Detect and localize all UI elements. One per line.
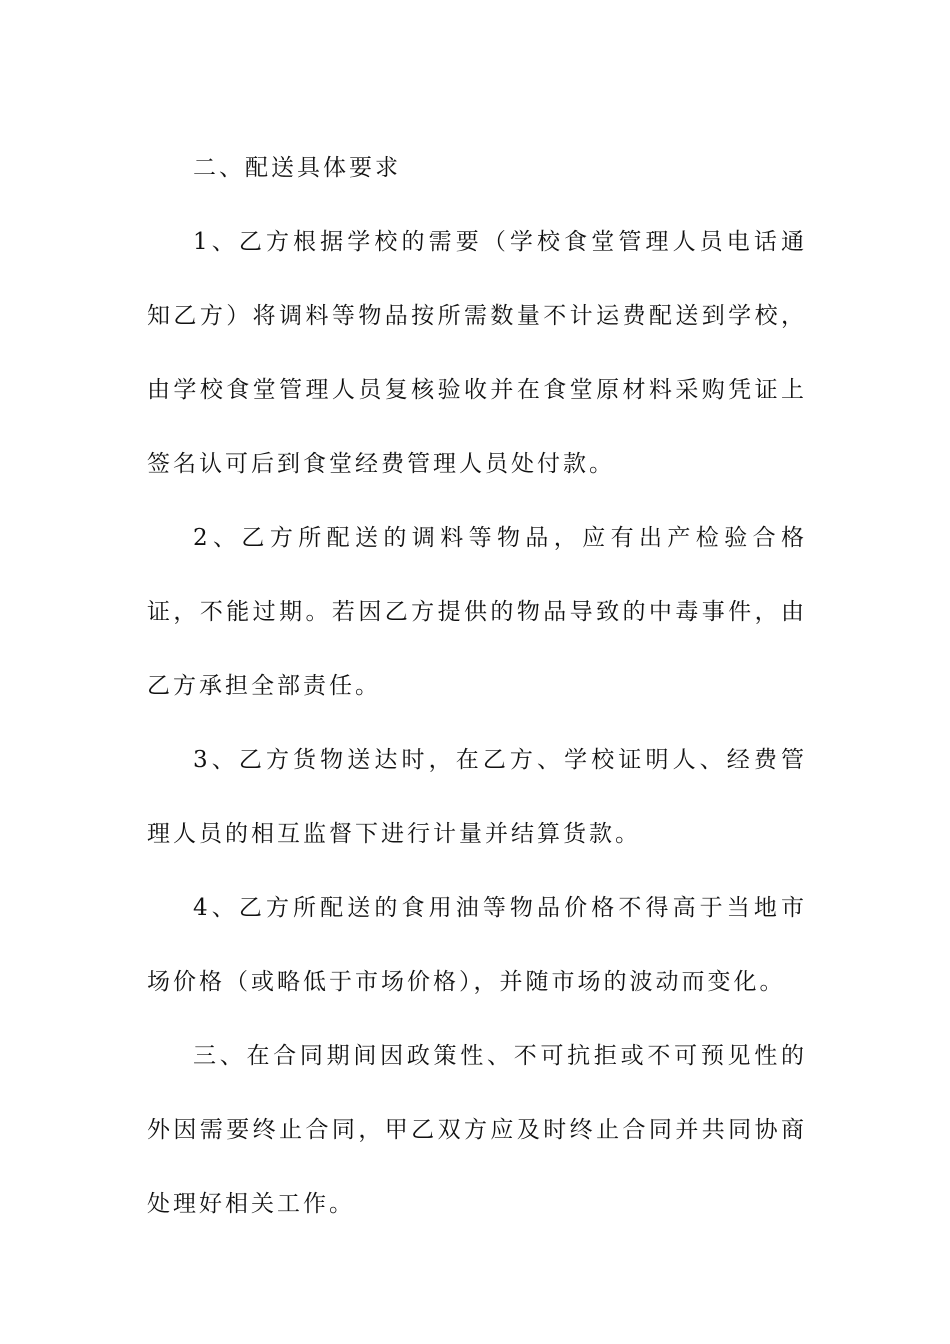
clause-4-paragraph: 4、乙方所配送的食用油等物品价格不得高于当地市场价格（或略低于市场价格），并随市场的波动而变化。 — [147, 895, 807, 995]
section-heading-delivery-requirements: 二、配送具体要求 — [193, 155, 401, 181]
clause-1-paragraph: 1、乙方根据学校的需要（学校食堂管理人员电话通知乙方）将调料等物品按所需数量不计运费配送到学校，由学校食堂管理人员复核验收并在食堂原材料采购凭证上签名认可后到食堂经费管理人员处付款。 — [147, 229, 807, 477]
clause-3-paragraph: 3、乙方货物送达时，在乙方、学校证明人、经费管理人员的相互监督下进行计量并结算货款。 — [147, 747, 807, 847]
document-body — [147, 131, 807, 1241]
section-three-paragraph: 三、在合同期间因政策性、不可抗拒或不可预见性的外因需要终止合同，甲乙双方应及时终止合同并共同协商处理好相关工作。 — [147, 1043, 807, 1217]
clause-2-paragraph: 2、乙方所配送的调料等物品，应有出产检验合格证，不能过期。若因乙方提供的物品导致的中毒事件，由乙方承担全部责任。 — [147, 525, 807, 699]
